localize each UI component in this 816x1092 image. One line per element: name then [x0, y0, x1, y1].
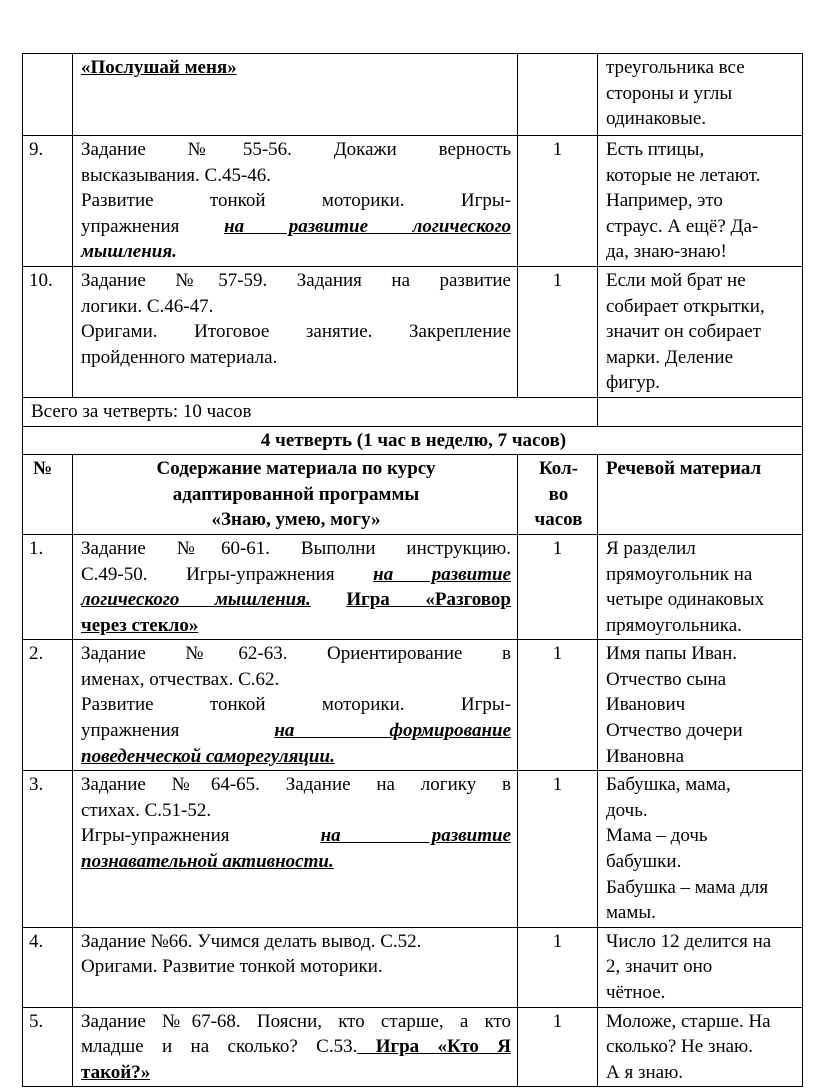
content-line: Задание №66. Учимся делать вывод. С.52.	[81, 930, 422, 952]
content-text: Игры-упражнения	[81, 825, 230, 847]
content-line	[81, 214, 511, 240]
hours-cell: 1	[518, 136, 598, 267]
emphasis-text: на развитие логического	[224, 215, 511, 237]
curriculum-table	[22, 53, 803, 1087]
material-cell	[598, 534, 803, 639]
content-cell	[73, 534, 518, 639]
material-cell	[598, 640, 803, 771]
material-line: Например, это	[606, 190, 723, 212]
table-row	[23, 266, 803, 397]
content-cell	[73, 54, 518, 136]
table-row	[23, 136, 803, 267]
material-line: стороны и углы	[606, 82, 733, 104]
material-cell	[598, 54, 803, 136]
header-content-line: Содержание материала по курсу	[156, 458, 436, 480]
material-line: Иванович	[606, 694, 686, 716]
total-row	[23, 397, 803, 426]
content-cell	[73, 136, 518, 267]
content-cell	[73, 640, 518, 771]
game-title: Игра «Кто Я	[357, 1036, 511, 1058]
content-line: Развитие тонкой моторики. Игры-	[81, 694, 511, 716]
content-line: пройденного материала.	[81, 346, 278, 368]
material-line: страус. А ещё? Да-	[606, 215, 759, 237]
row-number-cell: 9.	[23, 136, 73, 267]
hours-cell: 1	[518, 534, 598, 639]
content-cell	[73, 771, 518, 928]
material-cell	[598, 266, 803, 397]
header-number: №	[23, 455, 73, 535]
emphasis-text: мышления.	[81, 241, 177, 263]
content-text: упражнения	[81, 215, 180, 237]
material-cell	[598, 1007, 803, 1087]
material-line: Есть птицы,	[606, 139, 705, 160]
header-hours-line: во	[548, 483, 569, 505]
header-material: Речевой материал	[598, 455, 803, 535]
content-line: Задание №60-61. Выполни инструкцию.	[81, 537, 511, 559]
material-line: Отчество сына	[606, 668, 727, 690]
header-hours	[518, 455, 598, 535]
material-line: прямоугольника.	[606, 614, 742, 636]
emphasis-text: на развитие	[373, 563, 511, 585]
row-number-cell: 1.	[23, 534, 73, 639]
material-line: Я разделил	[606, 537, 696, 559]
row-number-cell: 5.	[23, 1007, 73, 1087]
header-content	[73, 455, 518, 535]
material-cell	[598, 927, 803, 1007]
content-text: упражнения	[81, 720, 180, 742]
material-line: Имя папы Иван.	[606, 643, 738, 665]
row-number-cell: 4.	[23, 927, 73, 1007]
material-line: собирает открытки,	[606, 295, 765, 317]
hours-cell: 1	[518, 266, 598, 397]
content-text: С.49-50. Игры-упражнения	[81, 563, 335, 585]
material-line: чётное.	[606, 982, 666, 1003]
table-row	[23, 640, 803, 771]
row-number-cell	[23, 54, 73, 136]
content-line: логики. С.46-47.	[81, 295, 214, 317]
material-line: Число 12 делится на	[606, 930, 772, 952]
material-line: фигур.	[606, 372, 661, 394]
material-line: четыре одинаковых	[606, 589, 765, 611]
content-cell	[73, 1007, 518, 1087]
row-number-cell: 10.	[23, 266, 73, 397]
table-row	[23, 771, 803, 928]
material-cell	[598, 771, 803, 928]
hours-cell: 1	[518, 771, 598, 928]
hours-cell: 1	[518, 640, 598, 771]
emphasis-text: на развитие	[320, 825, 511, 847]
content-line: Развитие тонкой моторики. Игры-	[81, 190, 511, 212]
material-line: Бабушка, мама,	[606, 774, 731, 796]
content-line: стихах. С.51-52.	[81, 799, 212, 821]
content-cell	[73, 266, 518, 397]
content-line: Задание №55-56. Докажи верность	[81, 139, 511, 160]
hours-cell	[518, 54, 598, 136]
header-content-line: «Знаю, умею, могу»	[211, 509, 381, 531]
content-line: Оригами. Итоговое занятие. Закрепление	[81, 321, 511, 343]
material-line: треугольника все	[606, 57, 745, 78]
content-line	[81, 587, 511, 613]
material-line: дочь.	[606, 799, 648, 821]
material-line: Мама – дочь	[606, 825, 708, 847]
content-line	[81, 562, 511, 588]
material-line: Отчество дочери	[606, 720, 743, 742]
material-line: значит он собирает	[606, 321, 761, 343]
quarter-title: 4 четверть (1 час в неделю, 7 часов)	[23, 426, 803, 455]
content-cell	[73, 927, 518, 1007]
game-title: через стекло»	[81, 614, 199, 636]
content-line: Оригами. Развитие тонкой моторики.	[81, 956, 383, 978]
emphasis-text: поведенческой саморегуляции.	[81, 745, 335, 767]
material-line: да, знаю-знаю!	[606, 241, 727, 263]
content-line: именах, отчествах. С.62.	[81, 668, 280, 690]
content-line: Задание №57-59. Задания на развитие	[81, 269, 511, 291]
material-line: Бабушка – мама для	[606, 876, 769, 898]
material-line: марки. Деление	[606, 346, 734, 368]
game-title: такой?»	[81, 1061, 151, 1083]
material-line: Если мой брат не	[606, 269, 746, 291]
material-line: которые не летают.	[606, 164, 761, 186]
emphasis-text: логического мышления.	[81, 589, 311, 611]
content-line	[81, 823, 511, 849]
header-content-line: адаптированной программы	[172, 483, 420, 505]
content-text: младше и на сколько? С.53.	[81, 1036, 358, 1058]
header-hours-line: часов	[534, 509, 583, 531]
emphasis-text: познавательной активности.	[81, 851, 334, 873]
content-line: Задание №67-68. Поясни, кто старше, а кто	[81, 1010, 511, 1032]
quarter-row	[23, 426, 803, 455]
material-line: 2, значит оно	[606, 956, 713, 978]
content-line: Задание №62-63. Ориентирование в	[81, 643, 511, 665]
material-line: мамы.	[606, 902, 656, 924]
material-line: А я знаю.	[606, 1061, 684, 1083]
header-row	[23, 455, 803, 535]
material-line: бабушки.	[606, 851, 682, 873]
empty-cell	[598, 397, 803, 426]
emphasis-text: на формирование	[274, 720, 511, 742]
total-hours: Всего за четверть: 10 часов	[23, 397, 598, 426]
content-line	[81, 718, 511, 744]
material-line: прямоугольник на	[606, 563, 753, 585]
material-line: Ивановна	[606, 745, 685, 767]
content-line: Задание №64-65. Задание на логику в	[81, 774, 511, 796]
material-line: одинаковые.	[606, 108, 707, 130]
header-hours-line: Кол-	[538, 458, 579, 480]
table-row	[23, 1007, 803, 1087]
table-row	[23, 534, 803, 639]
content-line: высказывания. С.45-46.	[81, 164, 272, 186]
content-line	[81, 1034, 511, 1060]
table-row	[23, 54, 803, 136]
material-line: Моложе, старше. На	[606, 1010, 771, 1032]
table-row	[23, 927, 803, 1007]
material-line: сколько? Не знаю.	[606, 1036, 753, 1058]
row-number-cell: 2.	[23, 640, 73, 771]
hours-cell: 1	[518, 1007, 598, 1087]
game-title: Игра «Разговор	[346, 589, 511, 611]
row-number-cell: 3.	[23, 771, 73, 928]
game-title: «Послушай меня»	[81, 57, 237, 78]
hours-cell: 1	[518, 927, 598, 1007]
material-cell	[598, 136, 803, 267]
